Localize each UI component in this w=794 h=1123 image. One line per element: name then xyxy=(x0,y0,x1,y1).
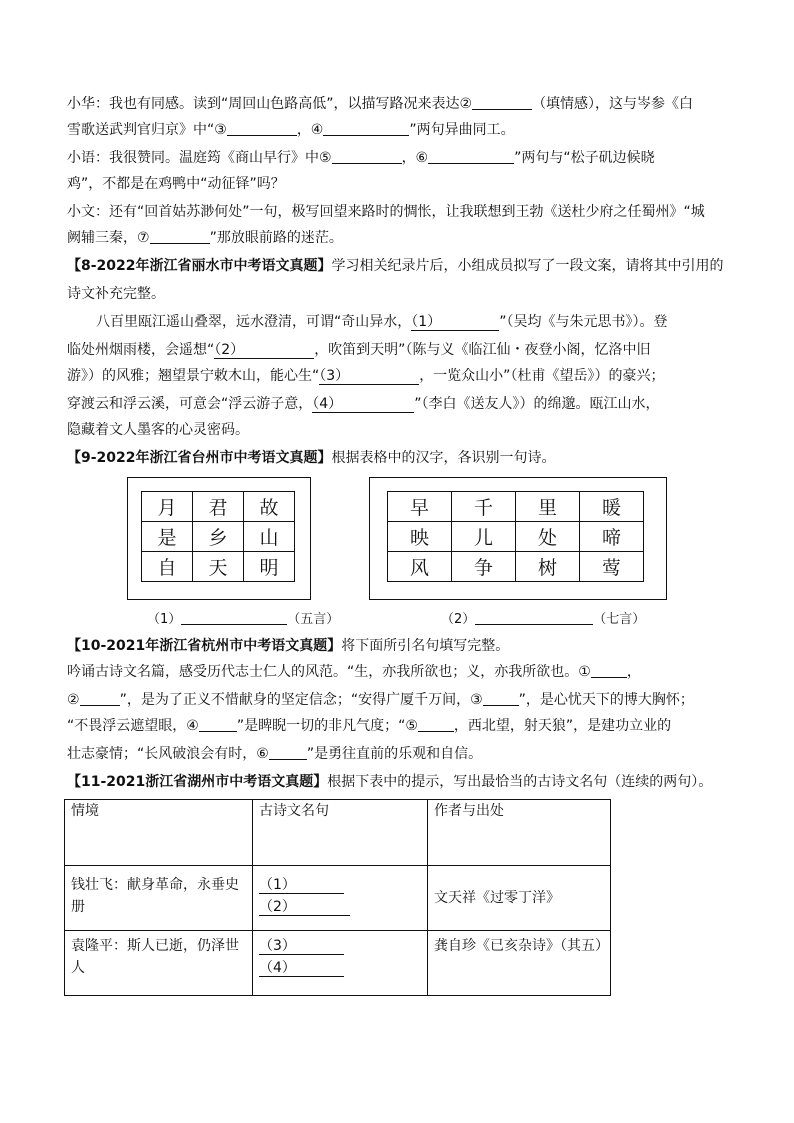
text: ”那放眼前路的迷茫。 xyxy=(209,230,343,246)
grid-character: 君 xyxy=(193,492,244,522)
q8-line-2 xyxy=(67,340,650,360)
grid-row xyxy=(142,492,295,522)
grid-row xyxy=(142,522,295,552)
answer-blank-q10-6[interactable] xyxy=(269,745,307,760)
answer-blank-q11-1[interactable] xyxy=(259,874,421,896)
table-row xyxy=(65,866,611,931)
grid-character: 映 xyxy=(388,522,452,552)
header-source: 作者与出处 xyxy=(428,800,611,866)
caption-number: （1） xyxy=(147,612,182,627)
text: ”（李白《送友人》）的绵邈。瓯江山水， xyxy=(414,396,660,412)
text: 阙辅三秦，⑦ xyxy=(67,230,150,246)
blank-number: （1） xyxy=(259,877,296,893)
answer-blank-q10-3[interactable] xyxy=(483,691,519,706)
grid-row xyxy=(388,552,644,582)
question-8-intro-2: 诗文补充完整。 xyxy=(67,286,165,302)
question-10-intro: 将下面所引名句填写完整。 xyxy=(341,638,510,654)
header-quote: 古诗文名句 xyxy=(253,800,428,866)
text: 吟诵古诗文名篇，感受历代志士仁人的风范。“生，亦我所欲也；义，亦我所欲也。① xyxy=(67,664,591,680)
text: 小语：我很赞同。温庭筠《商山早行》中⑤ xyxy=(67,150,332,166)
text: ② xyxy=(67,692,80,708)
question-10-header xyxy=(67,636,509,656)
q8-line-3 xyxy=(67,366,664,386)
answer-blank-q11-2[interactable] xyxy=(259,896,421,918)
text: ，一览众山小”（杜甫《望岳》）的豪兴； xyxy=(419,368,665,384)
character-grid-2 xyxy=(387,491,644,582)
grid-character: 处 xyxy=(516,522,580,552)
q10-line-4 xyxy=(67,744,482,764)
table-row xyxy=(65,931,611,996)
grid-character: 自 xyxy=(142,552,193,582)
text: ”，是心忧天下的博大胸怀； xyxy=(518,692,694,708)
scene-text: 册 xyxy=(71,899,85,915)
blank-number: （2） xyxy=(214,342,245,358)
question-11-title: 【11-2021浙江省湖州市中考语文真题】 xyxy=(67,774,328,790)
q8-line-4 xyxy=(67,394,659,414)
text: 穿渡云和浮云溪，可意会“浮云游子意， xyxy=(67,396,313,412)
answer-blank-q8-4[interactable] xyxy=(312,396,414,413)
answer-blank-q9-2[interactable] xyxy=(475,610,593,625)
grid-character: 风 xyxy=(388,552,452,582)
header-scene: 情境 xyxy=(65,800,253,866)
grid-character: 暖 xyxy=(580,492,644,522)
text: （填情感），这与岑参《白 xyxy=(532,96,694,112)
answer-table xyxy=(64,799,611,996)
scene-text: 人 xyxy=(71,960,85,976)
blank-number: （4） xyxy=(259,960,296,976)
answer-blank-7[interactable] xyxy=(150,229,210,244)
source-cell: 文天祥《过零丁洋》 xyxy=(428,866,611,931)
text: ，④ xyxy=(296,122,324,138)
dialogue-line-4: 鸡”，不都是在鸡鸭中“动征铎”吗？ xyxy=(67,176,285,192)
grid-character: 早 xyxy=(388,492,452,522)
answer-blank-q8-3[interactable] xyxy=(319,368,419,385)
dialogue-line-2 xyxy=(67,120,515,140)
grid-character: 明 xyxy=(244,552,295,582)
caption-number: （2） xyxy=(441,612,476,627)
answer-blank-q10-1[interactable] xyxy=(591,663,627,678)
q8-line-5: 隐藏着文人墨客的心灵密码。 xyxy=(67,422,249,438)
grid-character: 啼 xyxy=(580,522,644,552)
grid-character: 里 xyxy=(516,492,580,522)
scene-cell xyxy=(65,866,253,931)
grid-character: 儿 xyxy=(452,522,516,552)
grid-2-caption xyxy=(441,610,645,629)
answer-blank-q10-5[interactable] xyxy=(418,717,454,732)
question-9-header xyxy=(67,448,556,468)
question-9-intro: 根据表格中的汉字，各识别一句诗。 xyxy=(331,450,556,466)
answer-blank-3[interactable] xyxy=(227,121,297,136)
quote-cell xyxy=(253,931,428,996)
text: ”是勇往直前的乐观和自信。 xyxy=(306,746,483,762)
scene-text: 钱壮飞：献身革命，永垂史 xyxy=(71,877,239,893)
answer-blank-q11-4[interactable] xyxy=(259,957,421,979)
grid-character: 月 xyxy=(142,492,193,522)
blank-number: （4） xyxy=(312,396,343,412)
text: ，吹笛到天明”（陈与义《临江仙・夜登小阁，忆洛中旧 xyxy=(314,342,651,358)
text: ，⑥ xyxy=(401,150,429,166)
question-11-intro: 根据下表中的提示，写出最恰当的古诗文名句（连续的两句）。 xyxy=(327,774,713,790)
quote-cell xyxy=(253,866,428,931)
scene-cell xyxy=(65,931,253,996)
blank-number: （1） xyxy=(411,314,442,330)
grid-character: 是 xyxy=(142,522,193,552)
table-header-row xyxy=(65,800,611,866)
text: 八百里瓯江遥山叠翠，远水澄清，可谓“奇山异水， xyxy=(96,314,412,330)
dialogue-line-6 xyxy=(67,228,343,248)
source-cell: 龚自珍《已亥杂诗》（其五） xyxy=(428,931,611,996)
answer-blank-q8-1[interactable] xyxy=(411,314,499,331)
grid-character: 乡 xyxy=(193,522,244,552)
text: ， xyxy=(626,664,641,680)
character-grid-1 xyxy=(141,491,295,582)
scene-text: 袁隆平：斯人已逝，仍泽世 xyxy=(71,938,239,954)
caption-type: （五言） xyxy=(287,612,340,627)
text: ”两句异曲同工。 xyxy=(409,122,515,138)
caption-type: （七言） xyxy=(593,612,646,627)
q10-line-3 xyxy=(67,716,671,736)
text: ”是睥睨一切的非凡气度；“⑤ xyxy=(236,718,418,734)
answer-blank-4[interactable] xyxy=(323,121,409,136)
question-8-intro: 学习相关纪录片后，小组成员拟写了一段文案，请将其中引用的 xyxy=(331,258,724,274)
text: 壮志豪情；“长风破浪会有时，⑥ xyxy=(67,746,269,762)
grid-character: 莺 xyxy=(580,552,644,582)
question-9-title: 【9-2022年浙江省台州市中考语文真题】 xyxy=(67,450,332,466)
answer-blank-q9-1[interactable] xyxy=(181,610,287,625)
blank-number: （3） xyxy=(259,938,296,954)
q10-line-2 xyxy=(67,690,694,710)
grid-character: 树 xyxy=(516,552,580,582)
grid-character: 故 xyxy=(244,492,295,522)
text: ”，是为了正义不惜献身的坚定信念；“安得广厦千万间，③ xyxy=(119,692,483,708)
dialogue-line-5: 小文：还有“回首姑苏渺何处”一句，极写回望来路时的惆怅，让我联想到王勃《送杜少府之任蜀州》“城 xyxy=(67,204,705,220)
answer-blank-q10-2[interactable] xyxy=(80,691,120,706)
grid-character: 山 xyxy=(244,522,295,552)
q8-line-1 xyxy=(96,312,667,332)
blank-number: （2） xyxy=(259,899,296,915)
grid-character: 争 xyxy=(452,552,516,582)
text: 游》）的风雅；翘望景宁敕木山，能心生“ xyxy=(67,368,320,384)
question-8-header xyxy=(67,256,724,276)
question-11-header xyxy=(67,772,712,792)
dialogue-line-1 xyxy=(67,94,693,114)
answer-blank-5[interactable] xyxy=(332,149,402,164)
answer-blank-q11-3[interactable] xyxy=(259,935,421,957)
text: “不畏浮云遮望眼，④ xyxy=(67,718,199,734)
grid-character: 千 xyxy=(452,492,516,522)
text: ，西北望，射天狼”，是建功立业的 xyxy=(453,718,672,734)
grid-1-caption xyxy=(147,610,339,629)
answer-blank-2[interactable] xyxy=(472,95,532,110)
answer-blank-6[interactable] xyxy=(428,149,514,164)
blank-number: （3） xyxy=(319,368,350,384)
text: ”两句与“松子矶边候晓 xyxy=(514,150,655,166)
text: ”（吴均《与朱元思书》）。登 xyxy=(499,314,668,330)
answer-blank-q8-2[interactable] xyxy=(214,342,314,359)
question-8-title: 【8-2022年浙江省丽水市中考语文真题】 xyxy=(67,258,332,274)
dialogue-line-3 xyxy=(67,148,655,168)
grid-character: 天 xyxy=(193,552,244,582)
answer-blank-q10-4[interactable] xyxy=(199,717,237,732)
question-10-title: 【10-2021年浙江省杭州市中考语文真题】 xyxy=(67,638,342,654)
text: 临处州烟雨楼，会遥想“ xyxy=(67,342,215,358)
grid-row xyxy=(388,492,644,522)
text: 小华：我也有同感。读到“周回山色路高低”，以描写路况来表达② xyxy=(67,96,473,112)
text: 雪歌送武判官归京》中“③ xyxy=(67,122,227,138)
grid-row xyxy=(388,522,644,552)
grid-row xyxy=(142,552,295,582)
q10-line-1 xyxy=(67,662,641,682)
